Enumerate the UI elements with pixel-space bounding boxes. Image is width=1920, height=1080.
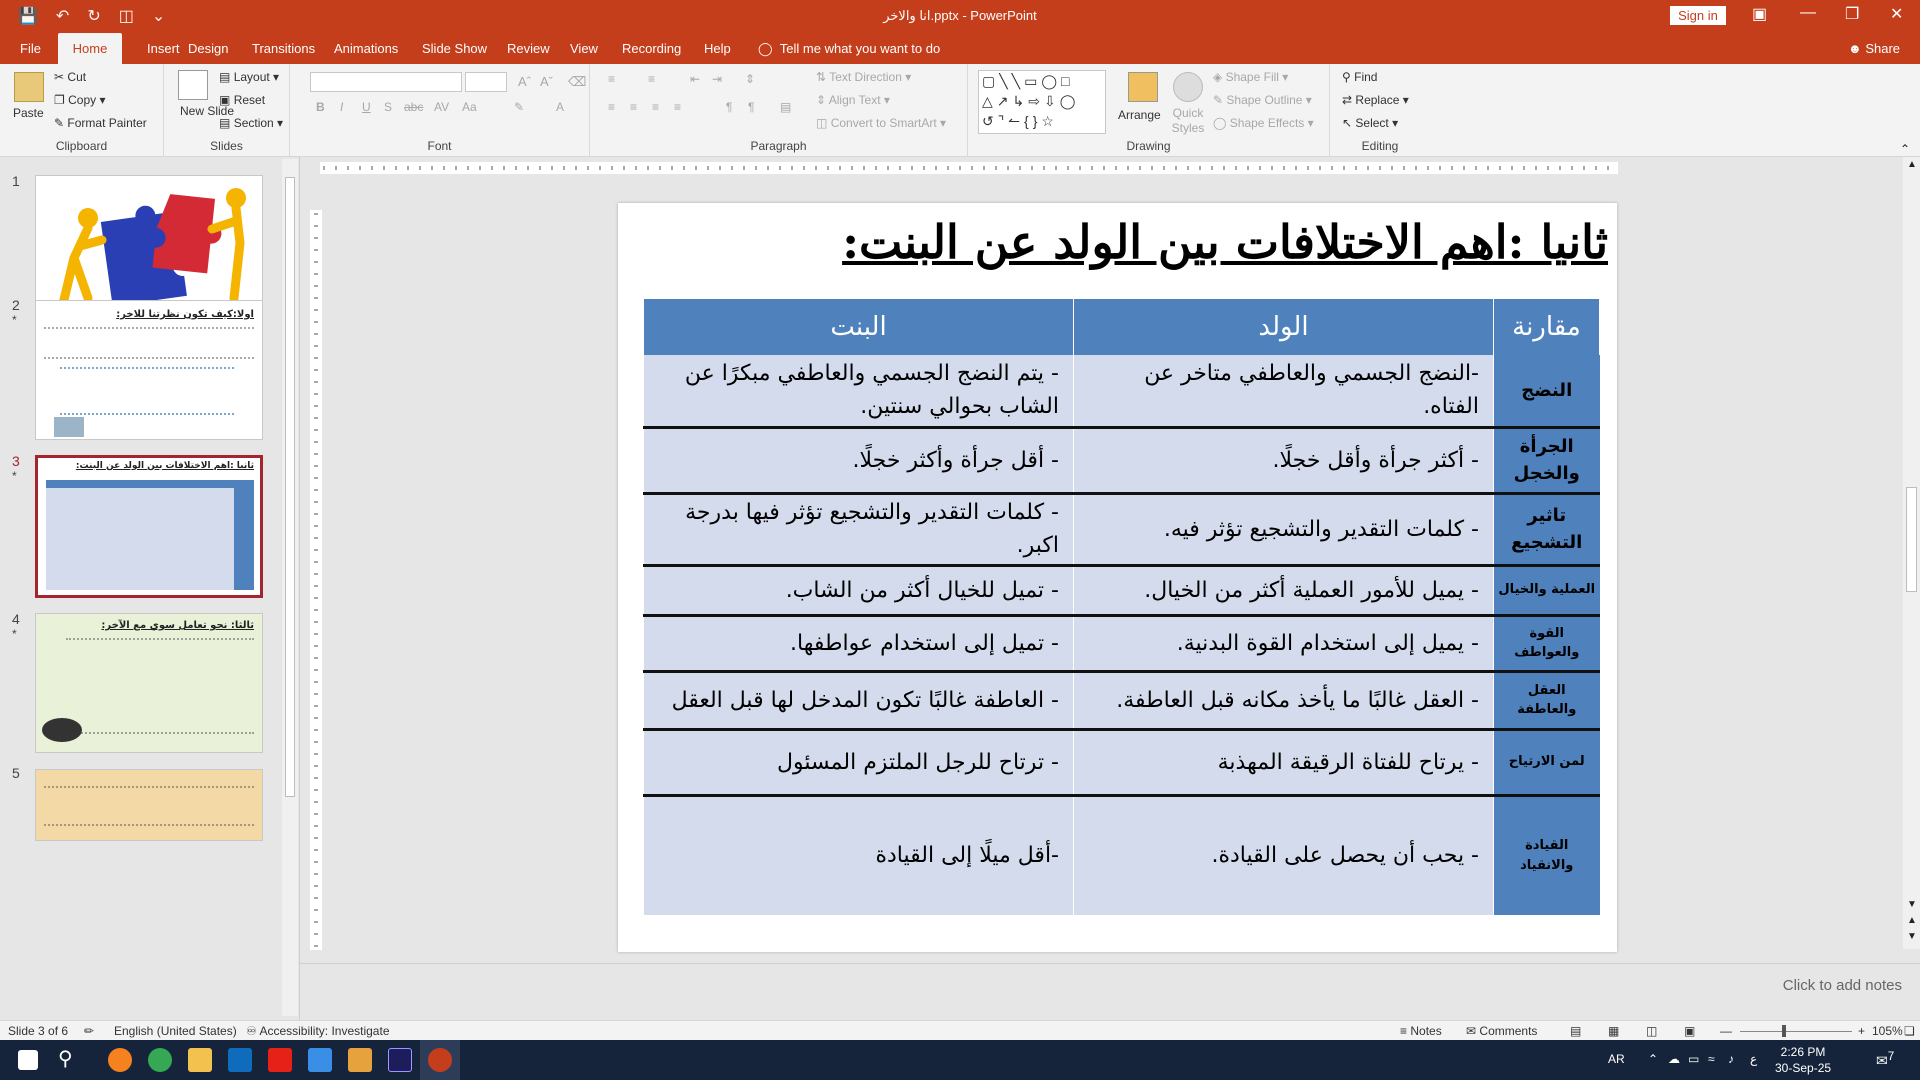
scroll-down-icon[interactable]: ▼ (1907, 899, 1917, 910)
reset-button[interactable]: ▣ Reset (219, 93, 266, 107)
thumb-text-lines (66, 638, 254, 734)
text-direction-rtl-icon[interactable]: ¶ (748, 100, 755, 114)
save-icon[interactable]: 💾 (18, 8, 38, 25)
numbering-icon[interactable]: ≡ (648, 72, 656, 86)
windows-start-icon[interactable] (18, 1050, 38, 1070)
font-name-select[interactable] (310, 72, 462, 92)
premiere-icon[interactable] (388, 1048, 412, 1072)
slideshow-view-icon[interactable]: ▣ (1684, 1024, 1696, 1038)
paintbrush-icon: ✎ (54, 116, 65, 130)
row-label[interactable]: العقل والعاطفة (1494, 671, 1600, 729)
chrome-icon[interactable] (148, 1048, 172, 1072)
header-girl[interactable]: البنت (644, 299, 1074, 355)
shape-effects-button[interactable]: ◯ Shape Effects ▾ (1213, 116, 1314, 130)
comparison-table[interactable] (643, 299, 1600, 915)
spell-check-icon[interactable]: ✏ (84, 1024, 95, 1038)
slide-sorter-icon[interactable]: ▦ (1608, 1024, 1620, 1038)
replace-button[interactable]: ⇄ Replace ▾ (1342, 93, 1409, 107)
customize-qat-icon[interactable]: ⌄ (151, 8, 166, 25)
clipboard-group (0, 64, 164, 157)
row-label[interactable]: النضج (1494, 355, 1600, 427)
row-label[interactable]: القيادة والانقياد (1494, 795, 1600, 915)
slide-title[interactable]: ثانيا :اهم الاختلافات بين الولد عن البنت: (842, 215, 1608, 269)
clear-formatting-icon[interactable]: ⌫ (568, 74, 587, 89)
store-icon[interactable] (228, 1048, 252, 1072)
decrease-indent-icon[interactable]: ⇤ (690, 72, 701, 86)
drawing-group-label: Drawing (1126, 139, 1171, 153)
cut-button[interactable]: ✂ Cut (54, 70, 87, 84)
font-color-icon[interactable]: A (556, 100, 565, 114)
present-from-beginning-icon[interactable]: ◫ (118, 8, 134, 25)
firefox-icon[interactable] (108, 1048, 132, 1072)
media-player-icon[interactable] (348, 1048, 372, 1072)
powerpoint-taskbar-button[interactable] (420, 1040, 460, 1080)
search-icon[interactable]: ⚲ (58, 1048, 73, 1070)
powerpoint-icon (428, 1048, 452, 1072)
share-button[interactable]: ☻ Share (1848, 41, 1901, 56)
cell-boy[interactable]: - كلمات التقدير والتشجيع تؤثر فيه. (1074, 493, 1494, 565)
thumb-text-lines (60, 367, 234, 415)
zoom-out-icon[interactable]: — (1720, 1024, 1732, 1038)
quick-styles-button[interactable]: Quick Styles (1171, 106, 1205, 135)
justify-icon[interactable]: ≡ (674, 100, 682, 114)
convert-smartart-button[interactable]: ◫ Convert to SmartArt ▾ (816, 116, 947, 130)
cell-girl[interactable]: - ترتاح للرجل الملتزم المسئول (644, 729, 1074, 795)
editor-scrollbar[interactable] (1903, 157, 1920, 949)
paste-button[interactable]: Paste (13, 106, 44, 120)
italic-icon[interactable]: I (340, 100, 344, 114)
text-direction-button[interactable]: ⇅ Text Direction ▾ (816, 70, 912, 84)
select-button[interactable]: ↖ Select ▾ (1342, 116, 1399, 130)
app-icon[interactable] (308, 1048, 332, 1072)
header-comparison[interactable]: مقارنة (1494, 299, 1600, 355)
notes-placeholder[interactable]: Click to add notes (1782, 977, 1902, 994)
cell-girl[interactable]: - أقل جرأة وأكثر خجلًا. (644, 427, 1074, 493)
tray-expand-icon[interactable]: ⌃ (1648, 1052, 1659, 1066)
line-spacing-icon[interactable]: ⇕ (745, 72, 756, 86)
cell-girl[interactable]: - العاطفة غالبًا تكون المدخل لها قبل العقل (644, 671, 1074, 729)
tab-review[interactable]: Review (507, 41, 550, 56)
slides-group (164, 64, 290, 157)
thumb-animation-star: * (12, 469, 17, 483)
character-spacing-icon[interactable]: AV (434, 100, 450, 114)
bold-icon[interactable]: B (316, 100, 325, 114)
columns-icon[interactable]: ▤ (780, 100, 792, 114)
cell-boy[interactable]: - يميل إلى استخدام القوة البدنية. (1074, 615, 1494, 671)
ribbon-tabs (0, 31, 1920, 64)
increase-indent-icon[interactable]: ⇥ (712, 72, 723, 86)
table-row (644, 615, 1600, 671)
copy-icon: ❐ (54, 93, 65, 107)
row-label[interactable]: القوة والعواطف (1494, 615, 1600, 671)
comments-toggle[interactable]: ✉ Comments (1466, 1024, 1538, 1038)
thumb-number: 1 (12, 173, 20, 189)
tab-help[interactable]: Help (704, 41, 731, 56)
row-label[interactable]: تاثير التشجيع (1494, 493, 1600, 565)
cursor-icon: ↖ (1342, 116, 1353, 130)
bullets-icon[interactable]: ≡ (608, 72, 616, 86)
header-boy[interactable]: الولد (1074, 299, 1494, 355)
thumbnail-slide-3[interactable] (35, 455, 263, 598)
zoom-slider-thumb[interactable] (1782, 1025, 1786, 1037)
cell-boy[interactable]: -النضج الجسمي والعاطفي متاخر عن الفتاه. (1074, 355, 1494, 427)
previous-slide-icon[interactable]: ▲ (1907, 915, 1917, 926)
thumb-title: اولا:كيف تكون نظرتنا للاخر: (116, 309, 254, 320)
language-indicator[interactable]: English (United States) (114, 1024, 237, 1038)
tab-design[interactable]: Design (188, 41, 229, 56)
thumb-animation-star: * (12, 313, 17, 327)
table-row (644, 795, 1600, 915)
align-left-icon[interactable]: ≡ (608, 100, 616, 114)
cell-girl[interactable]: - تميل للخيال أكثر من الشاب. (644, 565, 1074, 615)
underline-icon[interactable]: U (362, 100, 371, 114)
close-icon[interactable]: ✕ (1890, 6, 1904, 23)
cell-boy[interactable]: - العقل غالبًا ما يأخذ مكانه قبل العاطفة. (1074, 671, 1494, 729)
zoom-in-icon[interactable]: + (1858, 1024, 1866, 1038)
tab-insert[interactable]: Insert (147, 41, 180, 56)
horizontal-ruler (320, 162, 1618, 174)
ribbon-display-options-icon[interactable]: ▣ (1752, 6, 1768, 23)
thumb-photo (54, 417, 84, 437)
paint-bucket-icon: ◈ (1213, 70, 1223, 84)
zoom-slider[interactable] (1740, 1031, 1852, 1032)
clock-time: 2:26 PM (1780, 1045, 1826, 1059)
tab-slide-show[interactable]: Slide Show (422, 41, 488, 56)
keyboard-layout-icon[interactable]: ع (1750, 1052, 1758, 1066)
thumbnail-slide-2[interactable] (35, 300, 263, 440)
drawing-group (968, 64, 1330, 157)
slide-canvas[interactable] (618, 203, 1617, 952)
decrease-font-icon[interactable]: Aˇ (540, 74, 553, 89)
thumb-animation-star: * (12, 627, 17, 641)
collapse-ribbon-icon[interactable]: ⌃ (1900, 142, 1911, 156)
tab-transitions[interactable]: Transitions (252, 41, 316, 56)
fit-to-window-icon[interactable]: ❏ (1904, 1024, 1915, 1038)
thumbnail-slide-1[interactable] (35, 175, 263, 315)
row-label[interactable]: لمن الارتياح (1494, 729, 1600, 795)
system-clock[interactable] (1775, 1044, 1831, 1076)
battery-icon[interactable]: ▭ (1688, 1052, 1700, 1066)
table-row (644, 493, 1600, 565)
minimize-icon[interactable]: — (1800, 4, 1816, 21)
editing-group-label: Editing (1361, 139, 1399, 153)
highlight-icon[interactable]: ✎ (514, 100, 525, 114)
section-icon: ▤ (219, 116, 231, 130)
table-header-row (644, 299, 1600, 355)
text-direction-ltr-icon[interactable]: ¶ (726, 100, 733, 114)
quick-styles-icon[interactable] (1173, 72, 1203, 102)
paragraph-group (590, 64, 968, 157)
next-slide-icon[interactable]: ▼ (1907, 931, 1917, 942)
person-icon: ☻ (1848, 41, 1862, 56)
thumbnails-scrollbar[interactable] (282, 159, 298, 1016)
window-title: انا والاخر.pptx - PowerPoint (883, 8, 1037, 23)
vertical-ruler (310, 210, 322, 950)
tab-home[interactable]: Home (58, 33, 122, 64)
cell-girl[interactable]: - يتم النضج الجسمي والعاطفي مبكرًا عن الشاب بحوالي سنتين. (644, 355, 1074, 427)
font-size-select[interactable] (465, 72, 507, 92)
table-row (644, 671, 1600, 729)
align-text-button[interactable]: ⇕ Align Text ▾ (816, 93, 890, 107)
maximize-icon[interactable]: ❐ (1845, 6, 1860, 23)
copy-button[interactable]: ❐ Copy ▾ (54, 93, 106, 107)
cell-girl[interactable]: -أقل ميلًا إلى القيادة (644, 795, 1074, 915)
thumbnail-slide-5[interactable] (35, 769, 263, 841)
input-language[interactable]: AR (1608, 1052, 1625, 1066)
accessibility-icon: ♾ (246, 1024, 257, 1038)
smartart-icon: ◫ (816, 116, 828, 130)
cell-boy[interactable]: - يميل للأمور العملية أكثر من الخيال. (1074, 565, 1494, 615)
tab-animations[interactable]: Animations (334, 41, 399, 56)
increase-font-icon[interactable]: Aˆ (518, 74, 531, 89)
layout-button[interactable]: ▤ Layout ▾ (219, 70, 280, 84)
thumb-text-lines (44, 786, 254, 826)
shapes-gallery[interactable]: ▢╲╲▭◯□ △↗↳⇨⇩◯ ↺⌝↼{}☆ (978, 70, 1106, 134)
volume-icon[interactable]: ♪ (1728, 1052, 1734, 1066)
thumb-title: ثالثا: نحو تعامل سوي مع الآخر: (101, 620, 254, 631)
thumb-photo (42, 718, 82, 742)
text-direction-icon: ⇅ (816, 70, 827, 84)
shadow-icon[interactable]: S (384, 100, 393, 114)
search-icon: ⚲ (1342, 70, 1351, 84)
slide-thumbnails-pane (0, 157, 300, 1020)
tell-me-search[interactable]: ◯ Tell me what you want to do (758, 41, 941, 56)
youtube-icon[interactable] (268, 1048, 292, 1072)
ribbon (0, 64, 1920, 157)
undo-icon[interactable]: ↶ (55, 8, 70, 25)
thumb-number: 3 (12, 453, 20, 469)
slides-group-label: Slides (210, 139, 243, 153)
font-group-label: Font (427, 139, 452, 153)
thumb-table (46, 480, 254, 590)
notes-pane[interactable] (300, 963, 1920, 1020)
align-center-icon[interactable]: ≡ (630, 100, 638, 114)
strikethrough-icon[interactable]: abc (404, 100, 424, 114)
cell-boy[interactable]: - يرتاح للفتاة الرقيقة المهذبة (1074, 729, 1494, 795)
clock-date: 30-Sep-25 (1775, 1061, 1832, 1075)
accessibility-status[interactable]: ♾ Accessibility: Investigate (246, 1024, 390, 1038)
pen-icon: ✎ (1213, 93, 1224, 107)
redo-icon[interactable]: ↻ (87, 8, 101, 25)
thumb-number: 4 (12, 611, 20, 627)
comment-icon: ✉ (1466, 1024, 1477, 1038)
network-icon[interactable]: ☁ (1668, 1052, 1680, 1066)
new-slide-icon[interactable] (178, 70, 208, 100)
notification-icon[interactable]: ✉$^7$ (1876, 1050, 1895, 1069)
effects-icon: ◯ (1213, 116, 1227, 130)
reading-view-icon[interactable]: ◫ (1646, 1024, 1658, 1038)
tab-view[interactable]: View (570, 41, 598, 56)
sign-in-button[interactable]: Sign in (1670, 6, 1726, 25)
change-case-icon[interactable]: Aa (462, 100, 477, 114)
new-slide-button[interactable]: New Slide (180, 104, 235, 118)
table-row (644, 565, 1600, 615)
title-bar (0, 0, 1920, 31)
thumb-number: 2 (12, 297, 20, 313)
find-button[interactable]: ⚲ Find (1342, 70, 1378, 84)
table-row (644, 729, 1600, 795)
puzzle-illustration (36, 176, 263, 315)
paste-icon[interactable] (14, 72, 44, 102)
shape-fill-button[interactable]: ◈ Shape Fill ▾ (1213, 70, 1289, 84)
tab-file[interactable]: File (20, 41, 41, 56)
file-explorer-icon[interactable] (188, 1048, 212, 1072)
status-bar (0, 1020, 1920, 1040)
arrange-button[interactable]: Arrange (1118, 108, 1161, 122)
lightbulb-icon: ◯ (758, 41, 773, 56)
slide-counter: Slide 3 of 6 (8, 1024, 69, 1038)
arrange-icon[interactable] (1128, 72, 1158, 102)
format-painter-button[interactable]: ✎ Format Painter (54, 116, 147, 130)
cell-girl[interactable]: - كلمات التقدير والتشجيع تؤثر فيها بدرجة اكبر. (644, 493, 1074, 565)
row-label[interactable]: العملية والخيال (1494, 565, 1600, 615)
notes-icon: ≡ (1400, 1024, 1408, 1038)
editing-group (1330, 64, 1430, 157)
scrollbar-thumb[interactable] (1906, 487, 1917, 592)
scissors-icon: ✂ (54, 70, 65, 84)
thumb-text-lines (44, 327, 254, 359)
tab-recording[interactable]: Recording (622, 41, 682, 56)
windows-taskbar (0, 1040, 1920, 1080)
zoom-level[interactable]: 105% (1872, 1024, 1903, 1038)
reset-icon: ▣ (219, 93, 231, 107)
scroll-up-icon[interactable]: ▲ (1907, 159, 1917, 170)
row-label[interactable]: الجرأة والخجل (1494, 427, 1600, 493)
align-text-icon: ⇕ (816, 93, 827, 107)
thumbnail-slide-4[interactable] (35, 613, 263, 753)
section-button[interactable]: ▤ Section ▾ (219, 116, 284, 130)
thumb-title: ثانيا :اهم الاختلافات بين الولد عن البنت: (75, 461, 254, 471)
scrollbar-thumb[interactable] (285, 177, 295, 797)
thumb-number: 5 (12, 765, 20, 781)
table-row (644, 427, 1600, 493)
shape-outline-button[interactable]: ✎ Shape Outline ▾ (1213, 93, 1312, 107)
replace-icon: ⇄ (1342, 93, 1353, 107)
layout-icon: ▤ (219, 70, 231, 84)
wifi-icon[interactable]: ≈ (1708, 1052, 1715, 1066)
cell-girl[interactable]: - تميل إلى استخدام عواطفها. (644, 615, 1074, 671)
clipboard-group-label: Clipboard (55, 139, 108, 153)
table-row (644, 355, 1600, 427)
cell-boy[interactable]: - يحب أن يحصل على القيادة. (1074, 795, 1494, 915)
notes-toggle[interactable]: ≡ Notes (1400, 1024, 1442, 1038)
font-group (290, 64, 590, 157)
normal-view-icon[interactable]: ▤ (1570, 1024, 1582, 1038)
align-right-icon[interactable]: ≡ (652, 100, 660, 114)
cell-boy[interactable]: - أكثر جرأة وأقل خجلًا. (1074, 427, 1494, 493)
paragraph-group-label: Paragraph (750, 139, 807, 153)
